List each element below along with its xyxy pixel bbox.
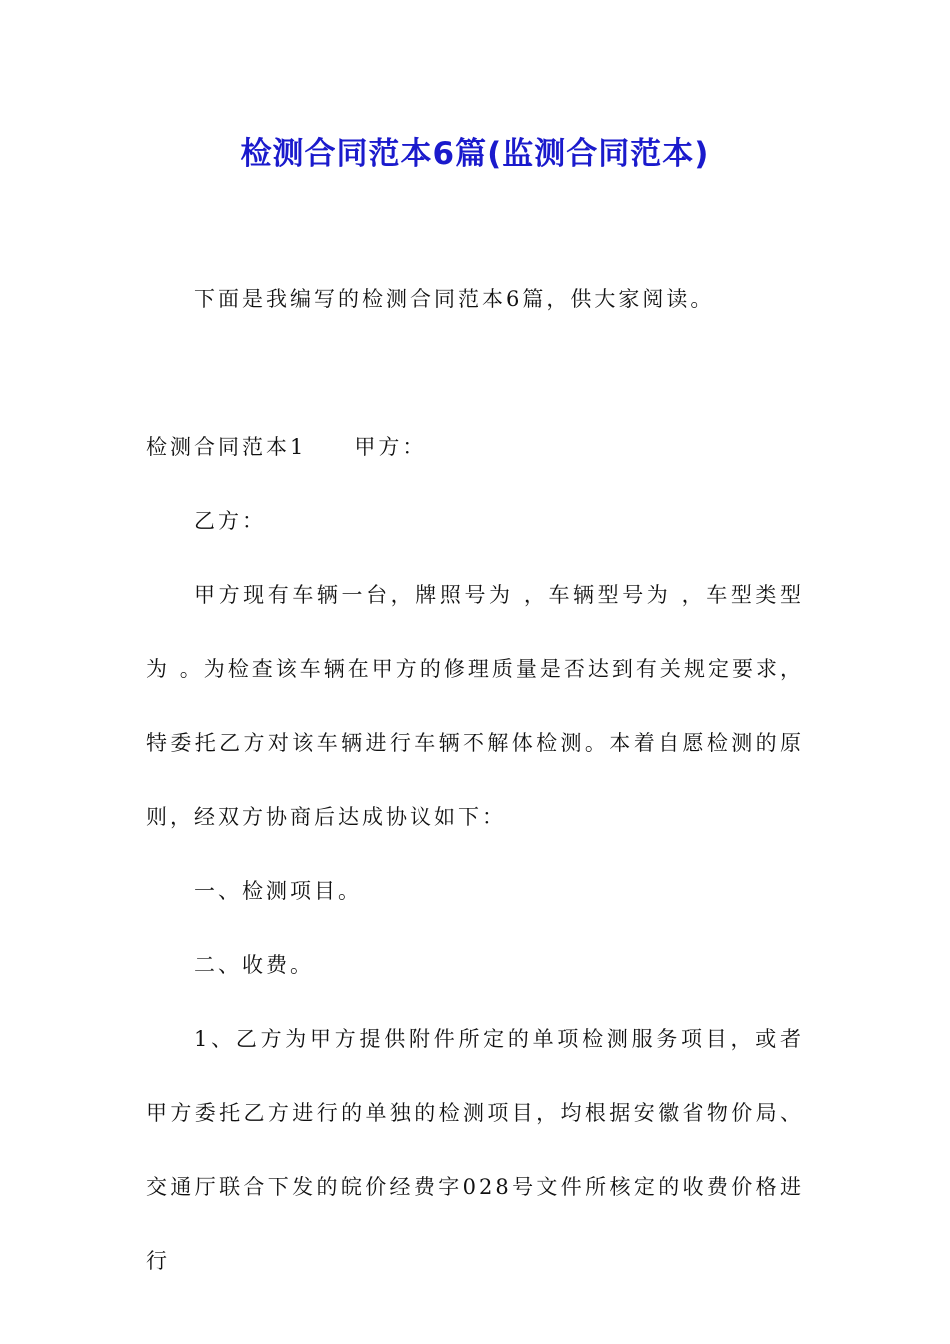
section-heading-line: [146, 410, 804, 484]
party-a-label: 甲方：: [354, 435, 427, 459]
document-body: [146, 262, 804, 1298]
intro-paragraph: 下面是我编写的检测合同范本6篇，供大家阅读。: [194, 287, 715, 311]
spacer: [146, 336, 804, 410]
paragraph-item-1: 一、检测项目。: [194, 879, 362, 903]
paragraph-item-2: 二、收费。: [194, 953, 314, 977]
paragraph-vehicle: 甲方现有车辆一台，牌照号为 ，车辆型号为 ，车型类型为 。为检查该车辆在甲方的修理质量是否达到有关规定要求，特委托乙方对该车辆进行车辆不解体检测。本着自愿检测的原则，经双方协商后达成协议如下：: [146, 583, 804, 829]
section-heading: 检测合同范本1: [146, 435, 307, 459]
document-title: 检测合同范本6篇(监测合同范本): [240, 136, 710, 172]
party-b-label: 乙方：: [194, 509, 266, 533]
paragraph-fee: 1、乙方为甲方提供附件所定的单项检测服务项目，或者甲方委托乙方进行的单独的检测项目，均根据安徽省物价局、交通厅联合下发的皖价经费字028号文件所核定的收费价格进行: [146, 1027, 804, 1273]
